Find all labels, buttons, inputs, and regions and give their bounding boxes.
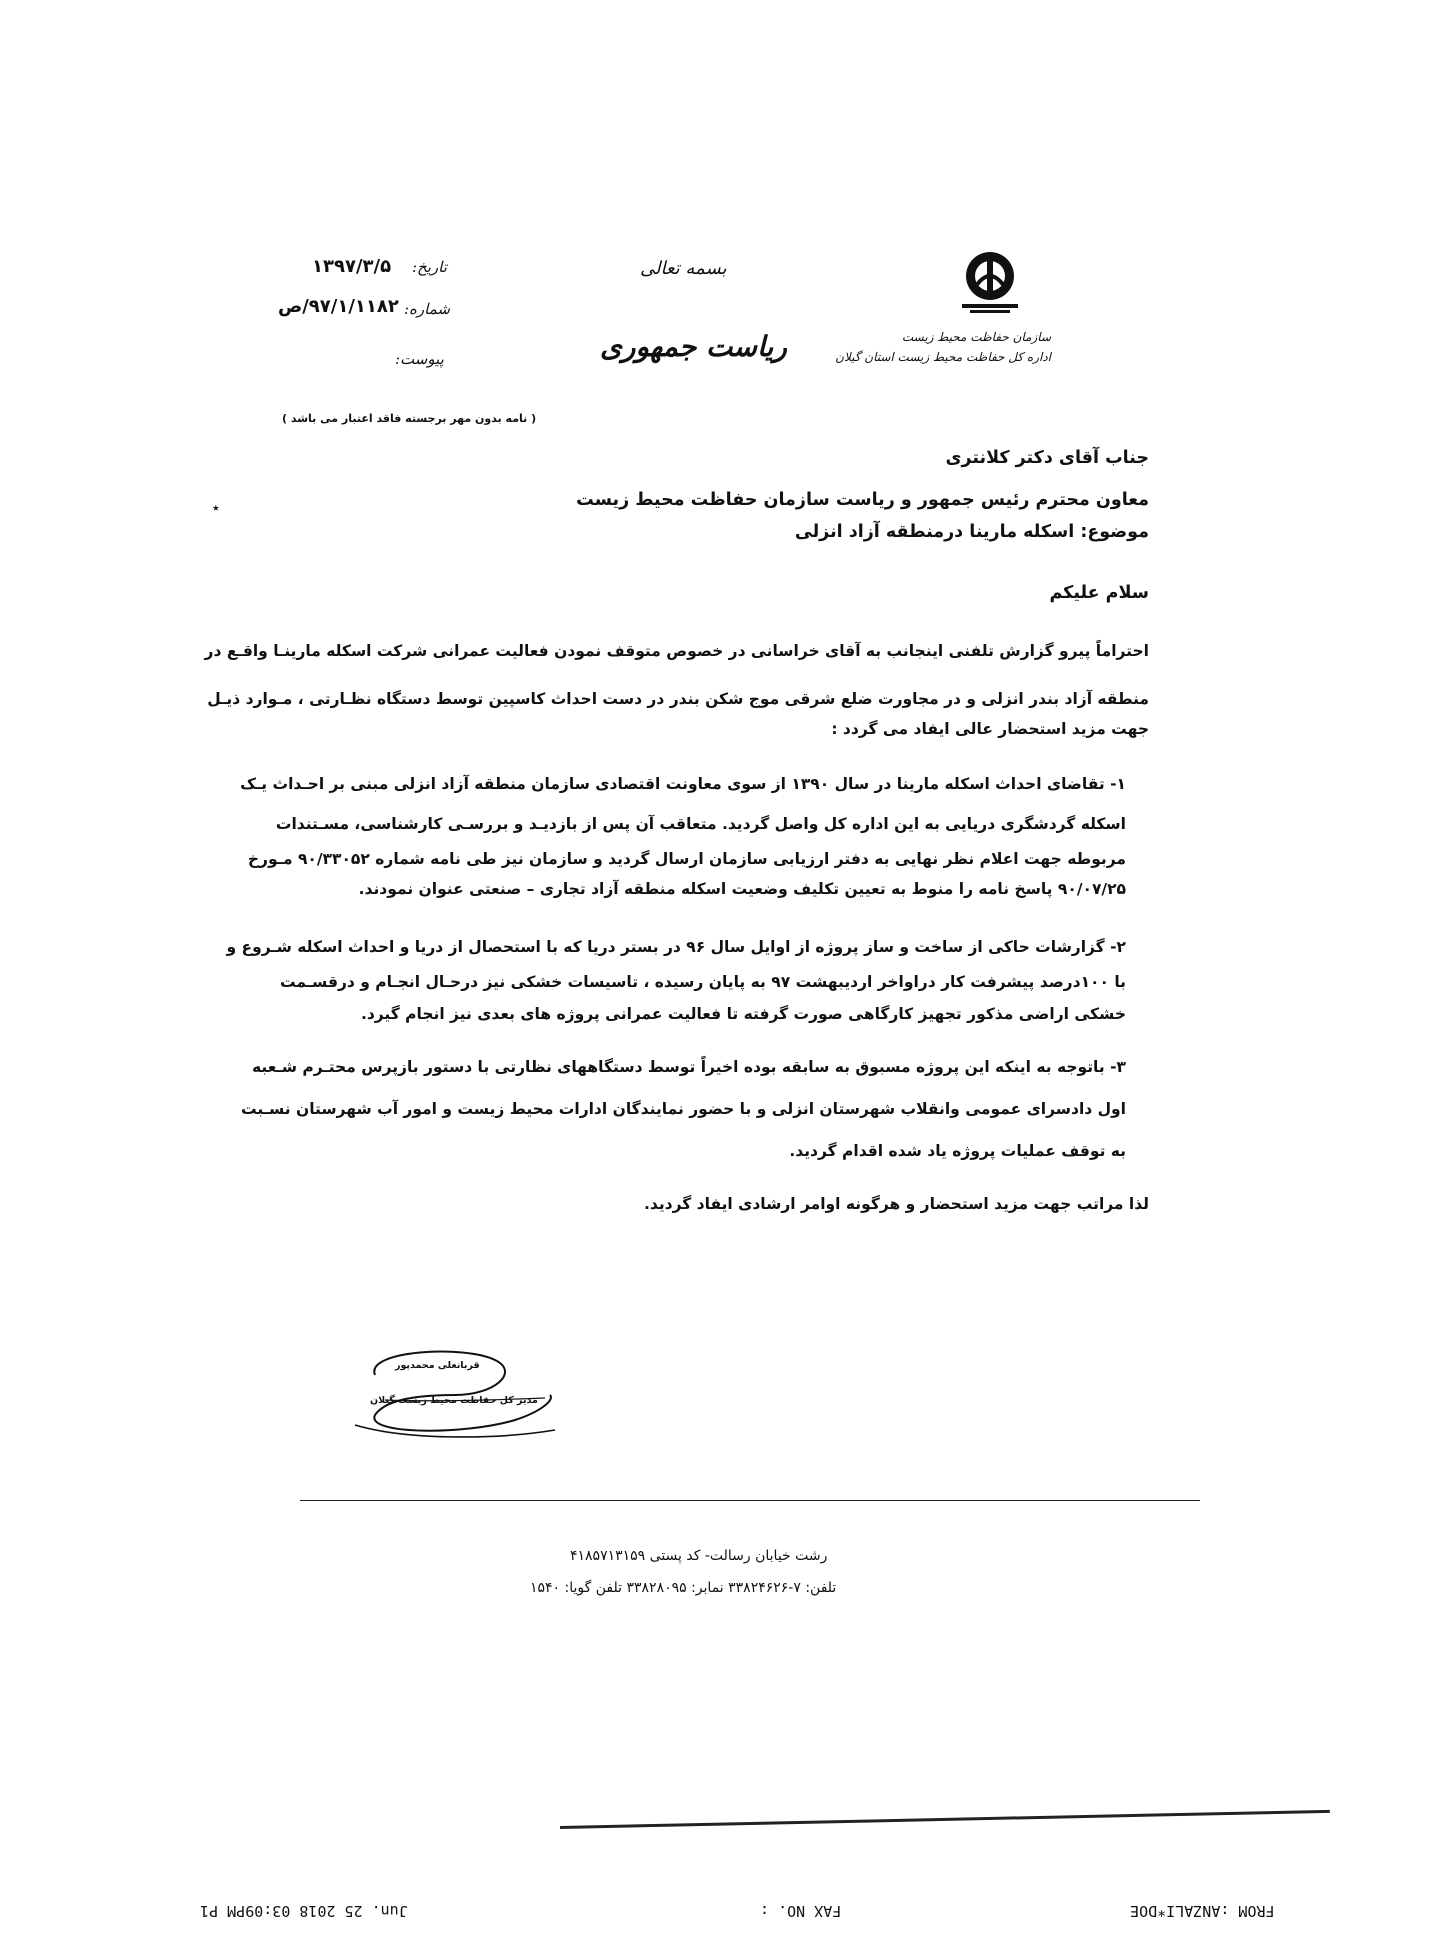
footer-divider bbox=[300, 1500, 1200, 1501]
besmellah-heading: بسمه تعالی bbox=[640, 258, 727, 279]
letter-subject: موضوع: اسکله مارینا درمنطقه آزاد انزلی bbox=[794, 522, 1149, 542]
scan-artifact-line bbox=[560, 1810, 1330, 1829]
greeting: سلام علیکم bbox=[1049, 583, 1149, 603]
signatory-name: قربانعلی محمدپور bbox=[395, 1360, 480, 1371]
item3-line: به توقف عملیات پروژه یاد شده اقدام گردید. bbox=[789, 1142, 1126, 1160]
closing-line: لذا مراتب جهت مزید استحضار و هرگونه اوامر ارشادی ایفاد گردید. bbox=[644, 1195, 1149, 1213]
margin-mark: ٭ bbox=[212, 500, 220, 516]
item3-line: اول دادسرای عمومی وانقلاب شهرستان انزلی و با حضور نمایندگان ادارات محیط زیست و امور آب شهرستان نسـبت bbox=[240, 1100, 1126, 1118]
intro-line: احتراماً پیرو گزارش تلفنی اینجانب به آقای خراسانی در خصوص متوقف نمودن فعالیت عمرانی شرکت اسکله مارینـا واقـع در bbox=[204, 642, 1149, 660]
signatory-title: مدیر کل حفاظت محیط زیست گیلان bbox=[370, 1395, 538, 1406]
footer-address: رشت خیابان رسالت- کد پستی ۴۱۸۵۷۱۳۱۵۹ bbox=[570, 1548, 828, 1564]
date-value: ۱۳۹۷/۳/۵ bbox=[312, 256, 392, 277]
item1-line: ۹۰/۰۷/۲۵ پاسخ نامه را منوط به تعیین تکلیف وضعیت اسکله منطقه آزاد تجاری – صنعتی عنوان نمودند. bbox=[358, 880, 1126, 898]
intro-line: جهت مزید استحضار عالی ایفاد می گردد : bbox=[831, 720, 1149, 738]
date-label: تاریخ: bbox=[412, 258, 447, 276]
provincial-office-name: اداره کل حفاظت محیط زیست استان گیلان bbox=[835, 350, 1051, 364]
organization-name: سازمان حفاظت محیط زیست bbox=[901, 330, 1051, 344]
recipient-name: جناب آقای دکتر کلانتری bbox=[945, 448, 1149, 468]
number-value: ۹۷/۱/۱۱۸۲/ص bbox=[278, 296, 399, 317]
stamp-validity-note: ( نامه بدون مهر برجسته فاقد اعتبار می باشد ) bbox=[282, 412, 537, 425]
item2-line: خشکی اراضی مذکور تجهیز کارگاهی صورت گرفته تا فعالیت عمرانی پروژه های بعدی نیز انجام گیرد. bbox=[360, 1005, 1126, 1023]
item3-line: ۳- باتوجه به اینکه این پروژه مسبوق به سابقه بوده اخیراً توسط دستگاههای نظارتی با دستور بازپرس محتـرم شـعبه bbox=[251, 1058, 1126, 1076]
fax-datetime: Jun. 25 2018 03:09PM P1 bbox=[200, 1902, 408, 1920]
number-label: شماره: bbox=[404, 300, 450, 318]
fax-number-label: FAX NO. : bbox=[760, 1902, 842, 1920]
environment-organization-logo bbox=[958, 246, 1022, 318]
item1-line: ۱- تقاضای احداث اسکله مارینا در سال ۱۳۹۰ از سوی معاونت اقتصادی سازمان منطقه آزاد انزلی مبنی بر احـداث یـک bbox=[240, 775, 1126, 793]
item2-line: با ۱۰۰درصد پیشرفت کار دراواخر اردیبهشت ۹۷ به پایان رسیده ، تاسیسات خشکی نیز درحـال انجـام و درقسـمت bbox=[279, 973, 1126, 991]
item2-line: ۲- گزارشات حاکی از ساخت و ساز پروژه از اوایل سال ۹۶ در بستر دریا که با استحصال از دریا و احداث اسکله شـروع و bbox=[226, 938, 1126, 956]
attachment-label: پیوست: bbox=[395, 350, 444, 368]
item1-line: اسکله گردشگری دریایی به این اداره کل واصل گردید. متعاقب آن پس از بازدیـد و بررسـی کارشناسی، مسـتندات bbox=[275, 815, 1126, 833]
footer-contacts: تلفن: ۷-۳۳۸۲۴۶۲۶ نمابر: ۳۳۸۲۸۰۹۵ تلفن گویا: ۱۵۴۰ bbox=[530, 1580, 837, 1596]
fax-from: FROM :ANZALI*DOE bbox=[1130, 1902, 1275, 1920]
item1-line: مربوطه جهت اعلام نظر نهایی به دفتر ارزیابی سازمان ارسال گردید و سازمان نیز طی نامه شماره ۹۰/۳۳۰۵۲ مـورخ bbox=[247, 850, 1126, 868]
intro-line: منطقه آزاد بندر انزلی و در مجاورت ضلع شرقی موج شکن بندر در دست احداث کاسپین توسط دستگاه نظـارتی ، مـوارد ذیـل bbox=[207, 690, 1149, 708]
recipient-title: معاون محترم رئیس جمهور و ریاست سازمان حفاظت محیط زیست bbox=[576, 490, 1149, 510]
presidency-heading: ریاست جمهوری bbox=[600, 330, 787, 363]
